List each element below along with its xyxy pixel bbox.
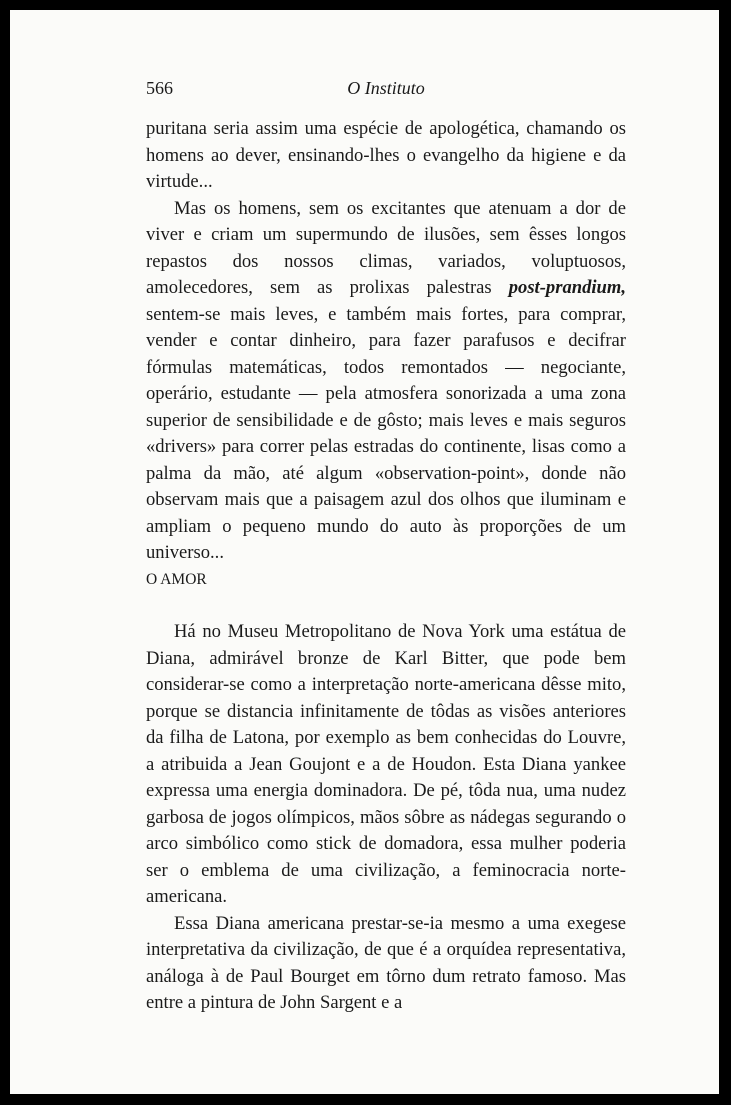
paragraph-2-text-after: sentem-se mais leves, e também mais fortes, para comprar, vender e contar dinheiro, para fazer parafusos e decifrar fórmulas matemáticas, todos remontados — negociante, operário, estudante — pela atmosfera sonorizada a uma zona superior de sensibilidade e de gôsto; mais leves e mais seguros «drivers» para correr pelas estradas do continente, lisas como a palma da mão, até algum «observation-point», donde não observam mais que a paisagem azul dos olhos que iluminam e ampliam o pequeno mundo do auto às proporções de um universo...: [146, 303, 626, 563]
paragraph-3: Há no Museu Metropolitano de Nova York uma estátua de Diana, admirável bronze de Karl Bitter, que pode bem considerar-se como a interpretação norte-americana dêsse mito, porque se distancia infinitamente de tôdas as visões anteriores da filha de Latona, por exemplo as bem conhecidas do Louvre, a atribuida a Jean Goujont e a de Houdon. Esta Diana yankee expressa uma energia dominadora. De pé, tôda nua, uma nudez garbosa de jogos olímpicos, mãos sôbre as nádegas segurando o arco simbólico como stick de domadora, essa mulher poderia ser o emblema de uma civilização, a feminocracia norte-americana.: [146, 621, 626, 907]
section-heading: O AMOR: [146, 570, 207, 588]
paragraph-2: [146, 196, 626, 567]
paragraph-4: Essa Diana americana prestar-se-ia mesmo a uma exegese interpretativa da civilização, de que é a orquídea representativa, análoga à de Paul Bourget em tôrno dum retrato famoso. Mas entre a pintura de John Sargent e a: [146, 912, 626, 1013]
book-page: [10, 10, 719, 1094]
page-number: 566: [146, 78, 173, 98]
paragraph-2-text-before: Mas os homens, sem os excitantes que atenuam a dor de viver e criam um supermundo de ilusões, sem êsses longos repastos dos nossos climas, variados, voluptuosos, amolecedores, sem as prolixas palestras: [146, 197, 626, 298]
latin-phrase: post-prandium,: [508, 277, 626, 298]
body-text: [146, 116, 626, 1017]
running-title: O Instituto: [347, 78, 425, 98]
section-spacer: [146, 593, 626, 619]
paragraph-1: puritana seria assim uma espécie de apologética, chamando os homens ao dever, ensinando-lhes o evangelho da higiene e da virtude...: [146, 118, 626, 192]
